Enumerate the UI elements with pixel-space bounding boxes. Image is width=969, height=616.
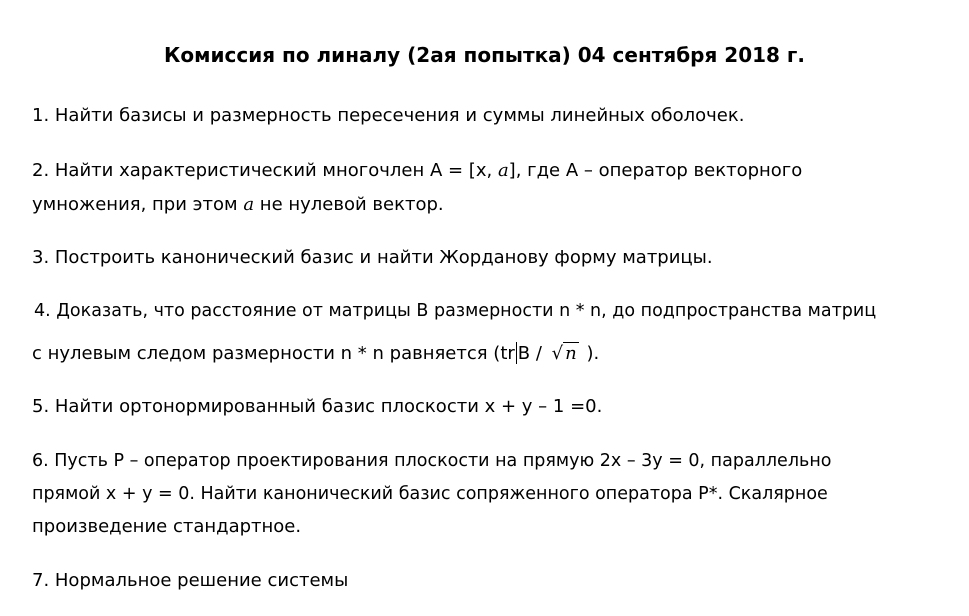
problem-4-line-1 — [34, 300, 876, 322]
problem-6-line-2 — [32, 483, 828, 505]
problem-2-variable-a-2: a — [243, 194, 255, 215]
problem-2-text-d: не нулевой вектор. — [254, 194, 444, 215]
sqrt-expression — [552, 343, 579, 365]
problem-4-text-c: B / — [517, 343, 548, 364]
problem-7 — [32, 570, 348, 592]
problem-6-text-a: 6. Пусть P – оператор проектирования плоскости на прямую 2x – 3y = 0, параллельно — [32, 451, 832, 471]
problem-4-text-a: 4. Доказать, что расстояние от матрицы B размерности n * n, до подпространства матриц — [34, 301, 877, 321]
text-cursor — [516, 342, 517, 364]
problem-4-text-d: ). — [580, 343, 600, 364]
problem-6-line-3 — [32, 516, 301, 538]
problem-3 — [32, 247, 713, 269]
problem-2-variable-a: a — [497, 160, 509, 181]
problem-7-text: 7. Нормальное решение системы — [32, 570, 349, 591]
problem-2-line-2 — [32, 194, 444, 216]
document-title: Комиссия по линалу (2ая попытка) 04 сентября 2018 г. — [164, 43, 805, 67]
sqrt-symbol: √ — [551, 343, 564, 364]
problem-2-text-a: 2. Найти характеристический многочлен A = [x, — [32, 160, 498, 181]
problem-2-line-1 — [32, 160, 802, 182]
sqrt-argument: n — [565, 343, 577, 364]
problem-4-line-2 — [32, 342, 599, 365]
problem-6-text-c: произведение стандартное. — [32, 516, 302, 537]
problem-6-text-b: прямой x + y = 0. Найти канонический базис сопряженного оператора P*. Скалярное — [32, 484, 828, 504]
problem-3-text: 3. Построить канонический базис и найти Жорданову форму матрицы. — [32, 247, 713, 268]
problem-4-text-b: с нулевым следом размерности n * n равняется (tr — [32, 343, 515, 364]
problem-5-text: 5. Найти ортонормированный базис плоскости x + y – 1 =0. — [32, 396, 603, 417]
problem-5 — [32, 396, 602, 418]
problem-2-text-c: умножения, при этом — [32, 194, 244, 215]
problem-1-text: 1. Найти базисы и размерность пересечения и суммы линейных оболочек. — [32, 105, 745, 126]
problem-2-text-b: ], где A – оператор векторного — [508, 160, 803, 181]
problem-1 — [32, 105, 744, 127]
problem-6-line-1 — [32, 450, 831, 472]
